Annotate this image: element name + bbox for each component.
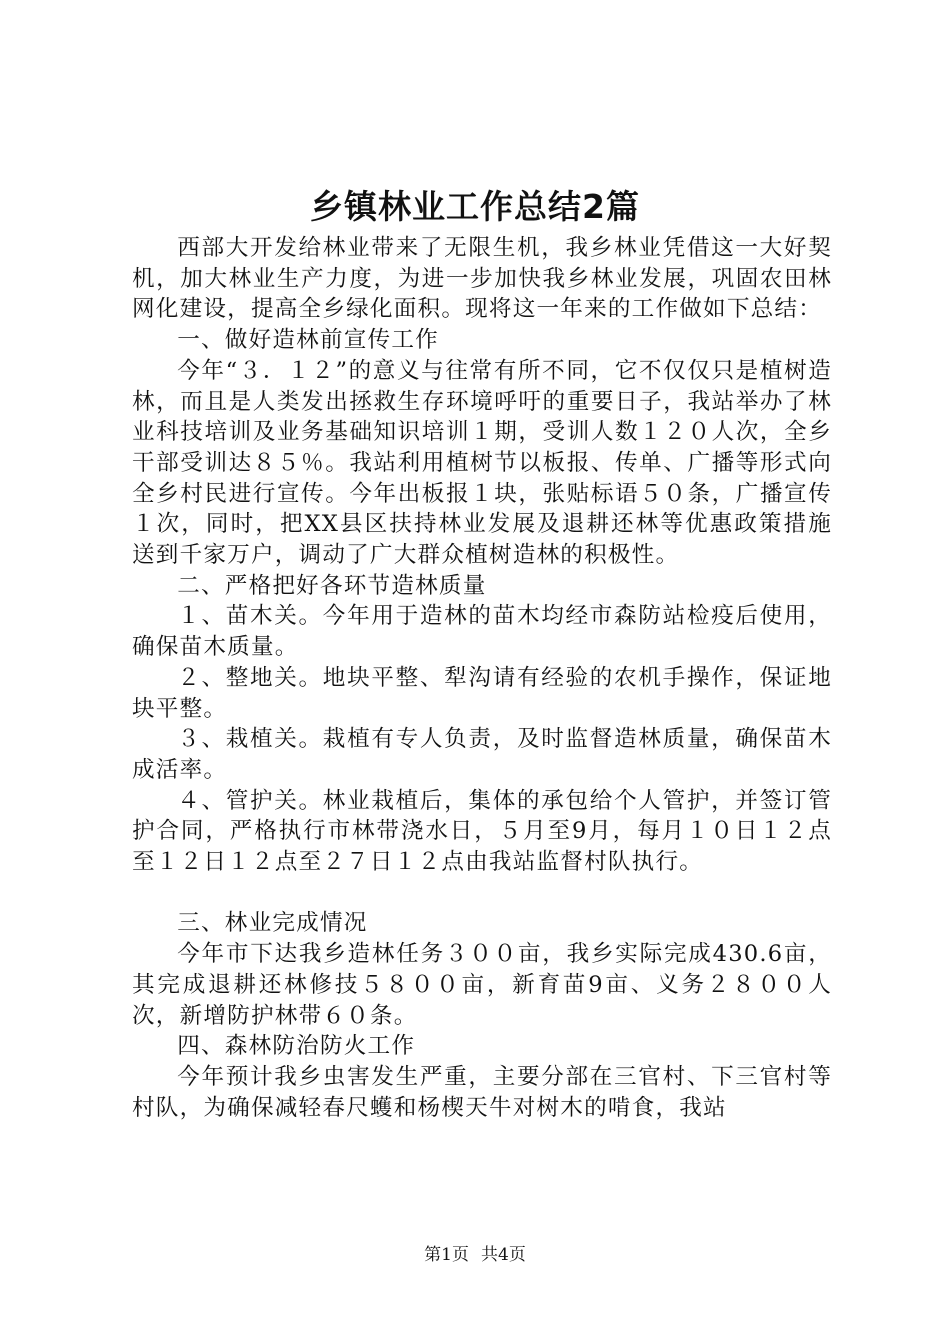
page-total: 共4页 (481, 1245, 526, 1265)
paragraph-publicity: 今年“３．１２”的意义与往常有所不同，它不仅仅只是植树造林，而且是人类发出拯救生存环境呼吁的重要日子，我站举办了林业科技培训及业务基础知识培训１期，受训人数１２０人次，全乡干部受训达８５％。我站利用植树节以板报、传单、广播等形式向全乡村民进行宣传。今年出板报１块，张贴标语５０条，广播宣传１次，同时，把XX县区扶持林业发展及退耕还林等优惠政策措施送到千家万户，调动了广大群众植树造林的积极性。 (132, 357, 832, 569)
paragraph-completion: 今年市下达我乡造林任务３００亩，我乡实际完成430.6亩，其完成退耕还林修技５８００亩，新育苗9亩、义务２８００人次，新增防护林带６０条。 (132, 941, 832, 1029)
section-heading-1: 一、做好造林前宣传工作 (177, 327, 439, 354)
document-body (132, 233, 832, 1123)
section-heading-4: 四、森林防治防火工作 (177, 1033, 416, 1060)
page-footer (0, 1243, 950, 1267)
section-heading-3: 三、林业完成情况 (177, 910, 368, 937)
paragraph-land-prep: ２、整地关。地块平整、犁沟请有经验的农机手操作，保证地块平整。 (132, 664, 832, 722)
page-number: 第1页 (424, 1245, 469, 1265)
paragraph-seedlings: １、苗木关。今年用于造林的苗木均经市森防站检疫后使用，确保苗木质量。 (132, 603, 832, 661)
document-title: 乡镇林业工作总结2篇 (310, 187, 640, 226)
paragraph-intro: 西部大开发给林业带来了无限生机，我乡林业凭借这一大好契机，加大林业生产力度，为进一步加快我乡林业发展，巩固农田林网化建设，提高全乡绿化面积。现将这一年来的工作做如下总结： (132, 235, 832, 323)
paragraph-pest-control: 今年预计我乡虫害发生严重，主要分部在三官村、下三官村等村队，为确保减轻春尺蠖和杨楔天牛对树木的啃食，我站 (132, 1063, 832, 1121)
paragraph-planting: ３、栽植关。栽植有专人负责，及时监督造林质量，确保苗木成活率。 (132, 726, 832, 783)
paragraph-management: ４、管护关。林业栽植后，集体的承包给个人管护，并签订管护合同，严格执行市林带浇水日，５月至9月，每月１０日１２点至１２日１２点至２７日１２点由我站监督村队执行。 (132, 787, 832, 876)
section-heading-2: 二、严格把好各环节造林质量 (177, 572, 487, 599)
